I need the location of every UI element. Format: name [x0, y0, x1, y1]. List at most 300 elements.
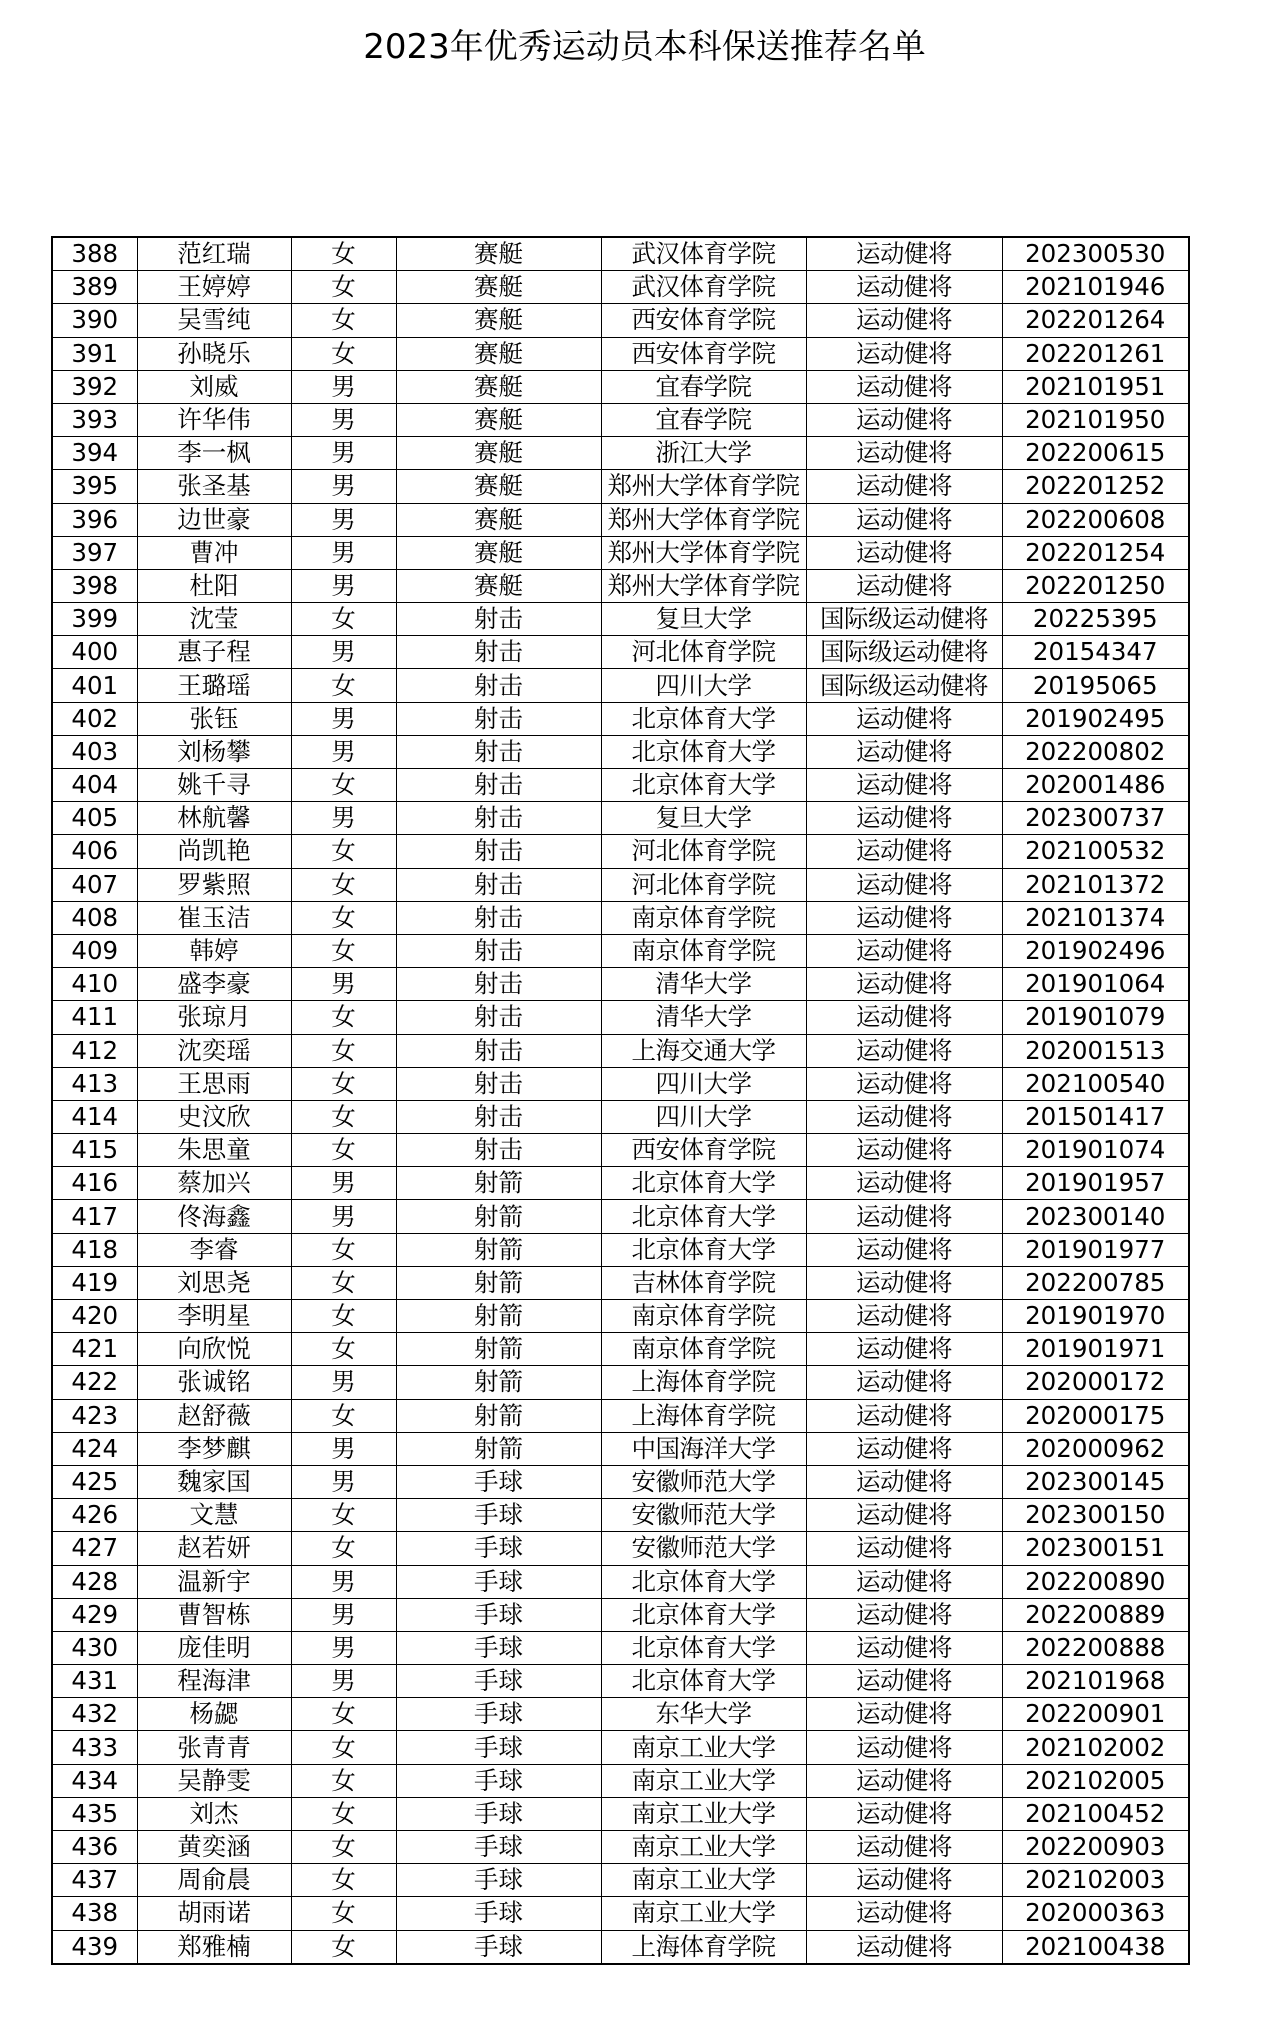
athlete-table	[51, 236, 1190, 1965]
table-row	[52, 603, 1189, 636]
gender-cell: 男	[291, 636, 396, 669]
athlete-grade-cell: 运动健将	[806, 337, 1002, 370]
certificate-number-cell: 202300140	[1002, 1200, 1189, 1233]
certificate-number-cell: 202200802	[1002, 735, 1189, 768]
row-number-cell: 411	[52, 1001, 137, 1034]
athlete-name-cell: 沈莹	[137, 603, 291, 636]
sport-cell: 赛艇	[396, 536, 601, 569]
gender-cell: 女	[291, 237, 396, 271]
athlete-name-cell: 温新宇	[137, 1565, 291, 1598]
school-cell: 复旦大学	[601, 802, 806, 835]
athlete-name-cell: 吴静雯	[137, 1764, 291, 1797]
row-number-cell: 438	[52, 1897, 137, 1930]
table-row	[52, 868, 1189, 901]
gender-cell: 男	[291, 1598, 396, 1631]
row-number-cell: 427	[52, 1532, 137, 1565]
athlete-name-cell: 吴雪纯	[137, 304, 291, 337]
certificate-number-cell: 202201252	[1002, 470, 1189, 503]
table-row	[52, 569, 1189, 602]
athlete-name-cell: 张钰	[137, 702, 291, 735]
school-cell: 南京体育学院	[601, 934, 806, 967]
athlete-grade-cell: 运动健将	[806, 437, 1002, 470]
school-cell: 安徽师范大学	[601, 1532, 806, 1565]
athlete-grade-cell: 运动健将	[806, 1864, 1002, 1897]
row-number-cell: 400	[52, 636, 137, 669]
athlete-name-cell: 魏家国	[137, 1465, 291, 1498]
row-number-cell: 415	[52, 1134, 137, 1167]
table-row	[52, 1300, 1189, 1333]
athlete-grade-cell: 运动健将	[806, 1499, 1002, 1532]
school-cell: 北京体育大学	[601, 1665, 806, 1698]
athlete-grade-cell: 运动健将	[806, 271, 1002, 304]
athlete-name-cell: 周俞晨	[137, 1864, 291, 1897]
sport-cell: 射击	[396, 835, 601, 868]
table-row	[52, 470, 1189, 503]
athlete-name-cell: 蔡加兴	[137, 1167, 291, 1200]
school-cell: 河北体育学院	[601, 636, 806, 669]
table-row	[52, 337, 1189, 370]
row-number-cell: 417	[52, 1200, 137, 1233]
gender-cell: 女	[291, 1897, 396, 1930]
school-cell: 中国海洋大学	[601, 1432, 806, 1465]
certificate-number-cell: 202201261	[1002, 337, 1189, 370]
athlete-grade-cell: 运动健将	[806, 802, 1002, 835]
table-row	[52, 1797, 1189, 1830]
gender-cell: 女	[291, 1399, 396, 1432]
athlete-grade-cell: 运动健将	[806, 1532, 1002, 1565]
certificate-number-cell: 202200888	[1002, 1631, 1189, 1664]
school-cell: 南京工业大学	[601, 1731, 806, 1764]
row-number-cell: 421	[52, 1333, 137, 1366]
athlete-name-cell: 史汶欣	[137, 1100, 291, 1133]
athlete-name-cell: 赵舒薇	[137, 1399, 291, 1432]
athlete-name-cell: 刘杨攀	[137, 735, 291, 768]
sport-cell: 射箭	[396, 1233, 601, 1266]
gender-cell: 女	[291, 1731, 396, 1764]
athlete-grade-cell: 运动健将	[806, 1930, 1002, 1964]
sport-cell: 射击	[396, 1001, 601, 1034]
row-number-cell: 419	[52, 1266, 137, 1299]
athlete-name-cell: 王璐瑶	[137, 669, 291, 702]
table-row	[52, 1465, 1189, 1498]
sport-cell: 手球	[396, 1665, 601, 1698]
athlete-grade-cell: 运动健将	[806, 735, 1002, 768]
athlete-grade-cell: 运动健将	[806, 934, 1002, 967]
certificate-number-cell: 202300145	[1002, 1465, 1189, 1498]
athlete-grade-cell: 国际级运动健将	[806, 636, 1002, 669]
certificate-number-cell: 202101372	[1002, 868, 1189, 901]
school-cell: 安徽师范大学	[601, 1465, 806, 1498]
sport-cell: 射击	[396, 669, 601, 702]
school-cell: 南京工业大学	[601, 1831, 806, 1864]
athlete-grade-cell: 运动健将	[806, 1831, 1002, 1864]
sport-cell: 射击	[396, 1034, 601, 1067]
gender-cell: 女	[291, 304, 396, 337]
gender-cell: 男	[291, 1366, 396, 1399]
table-row	[52, 1134, 1189, 1167]
table-row	[52, 403, 1189, 436]
certificate-number-cell: 202000175	[1002, 1399, 1189, 1432]
sport-cell: 手球	[396, 1532, 601, 1565]
athlete-grade-cell: 运动健将	[806, 1399, 1002, 1432]
certificate-number-cell: 201901957	[1002, 1167, 1189, 1200]
gender-cell: 男	[291, 536, 396, 569]
athlete-grade-cell: 运动健将	[806, 1665, 1002, 1698]
row-number-cell: 393	[52, 403, 137, 436]
gender-cell: 女	[291, 1134, 396, 1167]
page-title: 2023年优秀运动员本科保送推荐名单	[363, 27, 926, 67]
gender-cell: 女	[291, 901, 396, 934]
table-row	[52, 1233, 1189, 1266]
athlete-name-cell: 范红瑞	[137, 237, 291, 271]
gender-cell: 男	[291, 968, 396, 1001]
table-row	[52, 1432, 1189, 1465]
row-number-cell: 391	[52, 337, 137, 370]
school-cell: 南京工业大学	[601, 1764, 806, 1797]
gender-cell: 女	[291, 934, 396, 967]
gender-cell: 女	[291, 1797, 396, 1830]
school-cell: 南京工业大学	[601, 1897, 806, 1930]
school-cell: 北京体育大学	[601, 1598, 806, 1631]
certificate-number-cell: 201901971	[1002, 1333, 1189, 1366]
gender-cell: 男	[291, 735, 396, 768]
row-number-cell: 412	[52, 1034, 137, 1067]
certificate-number-cell: 202300737	[1002, 802, 1189, 835]
table-row	[52, 536, 1189, 569]
sport-cell: 射击	[396, 968, 601, 1001]
certificate-number-cell: 20225395	[1002, 603, 1189, 636]
sport-cell: 赛艇	[396, 304, 601, 337]
gender-cell: 女	[291, 835, 396, 868]
sport-cell: 手球	[396, 1764, 601, 1797]
row-number-cell: 435	[52, 1797, 137, 1830]
table-row	[52, 968, 1189, 1001]
certificate-number-cell: 202200889	[1002, 1598, 1189, 1631]
sport-cell: 手球	[396, 1598, 601, 1631]
athlete-grade-cell: 运动健将	[806, 702, 1002, 735]
athlete-grade-cell: 运动健将	[806, 569, 1002, 602]
row-number-cell: 388	[52, 237, 137, 271]
table-row	[52, 1532, 1189, 1565]
sport-cell: 射击	[396, 802, 601, 835]
table-row	[52, 1499, 1189, 1532]
table-row	[52, 1831, 1189, 1864]
gender-cell: 男	[291, 1432, 396, 1465]
school-cell: 西安体育学院	[601, 304, 806, 337]
certificate-number-cell: 202200615	[1002, 437, 1189, 470]
certificate-number-cell: 202000962	[1002, 1432, 1189, 1465]
sport-cell: 手球	[396, 1897, 601, 1930]
school-cell: 北京体育大学	[601, 769, 806, 802]
athlete-grade-cell: 运动健将	[806, 503, 1002, 536]
gender-cell: 男	[291, 503, 396, 536]
school-cell: 上海体育学院	[601, 1930, 806, 1964]
table-row	[52, 1764, 1189, 1797]
school-cell: 北京体育大学	[601, 702, 806, 735]
certificate-number-cell: 202100452	[1002, 1797, 1189, 1830]
table-row	[52, 1100, 1189, 1133]
table-row	[52, 1067, 1189, 1100]
gender-cell: 女	[291, 1067, 396, 1100]
athlete-grade-cell: 运动健将	[806, 370, 1002, 403]
athlete-name-cell: 文慧	[137, 1499, 291, 1532]
certificate-number-cell: 202101374	[1002, 901, 1189, 934]
athlete-name-cell: 尚凯艳	[137, 835, 291, 868]
athlete-name-cell: 许华伟	[137, 403, 291, 436]
athlete-name-cell: 张圣基	[137, 470, 291, 503]
table-row	[52, 934, 1189, 967]
row-number-cell: 409	[52, 934, 137, 967]
sport-cell: 赛艇	[396, 370, 601, 403]
athlete-name-cell: 刘威	[137, 370, 291, 403]
sport-cell: 射击	[396, 702, 601, 735]
sport-cell: 手球	[396, 1565, 601, 1598]
row-number-cell: 390	[52, 304, 137, 337]
table-row	[52, 1266, 1189, 1299]
table-body	[52, 237, 1189, 1964]
sport-cell: 赛艇	[396, 403, 601, 436]
sport-cell: 手球	[396, 1465, 601, 1498]
school-cell: 北京体育大学	[601, 735, 806, 768]
athlete-name-cell: 张琼月	[137, 1001, 291, 1034]
athlete-grade-cell: 运动健将	[806, 1167, 1002, 1200]
school-cell: 南京工业大学	[601, 1864, 806, 1897]
athlete-name-cell: 曹冲	[137, 536, 291, 569]
row-number-cell: 429	[52, 1598, 137, 1631]
certificate-number-cell: 201901079	[1002, 1001, 1189, 1034]
athlete-name-cell: 程海津	[137, 1665, 291, 1698]
athlete-grade-cell: 运动健将	[806, 1100, 1002, 1133]
school-cell: 清华大学	[601, 1001, 806, 1034]
athlete-name-cell: 姚千寻	[137, 769, 291, 802]
sport-cell: 射击	[396, 934, 601, 967]
sport-cell: 赛艇	[396, 337, 601, 370]
row-number-cell: 423	[52, 1399, 137, 1432]
school-cell: 四川大学	[601, 1100, 806, 1133]
school-cell: 上海体育学院	[601, 1366, 806, 1399]
sport-cell: 射箭	[396, 1399, 601, 1432]
athlete-name-cell: 郑雅楠	[137, 1930, 291, 1964]
certificate-number-cell: 202101946	[1002, 271, 1189, 304]
school-cell: 宜春学院	[601, 370, 806, 403]
school-cell: 郑州大学体育学院	[601, 503, 806, 536]
athlete-name-cell: 盛李豪	[137, 968, 291, 1001]
school-cell: 清华大学	[601, 968, 806, 1001]
certificate-number-cell: 202300530	[1002, 237, 1189, 271]
table-row	[52, 1731, 1189, 1764]
certificate-number-cell: 202101951	[1002, 370, 1189, 403]
athlete-name-cell: 张青青	[137, 1731, 291, 1764]
athlete-grade-cell: 运动健将	[806, 1565, 1002, 1598]
athlete-name-cell: 罗紫照	[137, 868, 291, 901]
sport-cell: 赛艇	[396, 437, 601, 470]
sport-cell: 射击	[396, 1067, 601, 1100]
gender-cell: 男	[291, 437, 396, 470]
gender-cell: 女	[291, 1100, 396, 1133]
row-number-cell: 397	[52, 536, 137, 569]
gender-cell: 女	[291, 271, 396, 304]
sport-cell: 手球	[396, 1930, 601, 1964]
sport-cell: 手球	[396, 1698, 601, 1731]
row-number-cell: 398	[52, 569, 137, 602]
athlete-name-cell: 朱思童	[137, 1134, 291, 1167]
gender-cell: 男	[291, 569, 396, 602]
row-number-cell: 392	[52, 370, 137, 403]
athlete-grade-cell: 国际级运动健将	[806, 603, 1002, 636]
gender-cell: 男	[291, 1665, 396, 1698]
athlete-grade-cell: 运动健将	[806, 1333, 1002, 1366]
certificate-number-cell: 201501417	[1002, 1100, 1189, 1133]
table-row	[52, 1366, 1189, 1399]
table-row	[52, 370, 1189, 403]
athlete-grade-cell: 运动健将	[806, 403, 1002, 436]
table-row	[52, 735, 1189, 768]
school-cell: 河北体育学院	[601, 868, 806, 901]
certificate-number-cell: 202300150	[1002, 1499, 1189, 1532]
school-cell: 南京工业大学	[601, 1797, 806, 1830]
athlete-name-cell: 庞佳明	[137, 1631, 291, 1664]
athlete-grade-cell: 运动健将	[806, 1200, 1002, 1233]
athlete-grade-cell: 运动健将	[806, 1366, 1002, 1399]
row-number-cell: 389	[52, 271, 137, 304]
certificate-number-cell: 202100540	[1002, 1067, 1189, 1100]
table-row	[52, 1698, 1189, 1731]
athlete-name-cell: 边世豪	[137, 503, 291, 536]
row-number-cell: 437	[52, 1864, 137, 1897]
certificate-number-cell: 202200903	[1002, 1831, 1189, 1864]
table-row	[52, 802, 1189, 835]
certificate-number-cell: 202200890	[1002, 1565, 1189, 1598]
school-cell: 郑州大学体育学院	[601, 569, 806, 602]
certificate-number-cell: 202201254	[1002, 536, 1189, 569]
row-number-cell: 439	[52, 1930, 137, 1964]
row-number-cell: 436	[52, 1831, 137, 1864]
sport-cell: 赛艇	[396, 569, 601, 602]
certificate-number-cell: 201901977	[1002, 1233, 1189, 1266]
athlete-grade-cell: 国际级运动健将	[806, 669, 1002, 702]
certificate-number-cell: 202201264	[1002, 304, 1189, 337]
gender-cell: 男	[291, 1167, 396, 1200]
school-cell: 北京体育大学	[601, 1167, 806, 1200]
gender-cell: 女	[291, 1532, 396, 1565]
athlete-name-cell: 孙晓乐	[137, 337, 291, 370]
school-cell: 武汉体育学院	[601, 271, 806, 304]
sport-cell: 射击	[396, 1100, 601, 1133]
sport-cell: 手球	[396, 1831, 601, 1864]
athlete-grade-cell: 运动健将	[806, 1067, 1002, 1100]
athlete-name-cell: 王思雨	[137, 1067, 291, 1100]
school-cell: 安徽师范大学	[601, 1499, 806, 1532]
certificate-number-cell: 202000172	[1002, 1366, 1189, 1399]
athlete-name-cell: 黄奕涵	[137, 1831, 291, 1864]
school-cell: 东华大学	[601, 1698, 806, 1731]
table-row	[52, 1897, 1189, 1930]
row-number-cell: 403	[52, 735, 137, 768]
row-number-cell: 434	[52, 1764, 137, 1797]
table-row	[52, 835, 1189, 868]
gender-cell: 女	[291, 1831, 396, 1864]
gender-cell: 女	[291, 1300, 396, 1333]
table-row	[52, 1665, 1189, 1698]
table-row	[52, 1200, 1189, 1233]
certificate-number-cell: 202102002	[1002, 1731, 1189, 1764]
athlete-grade-cell: 运动健将	[806, 901, 1002, 934]
row-number-cell: 402	[52, 702, 137, 735]
athlete-name-cell: 沈奕瑶	[137, 1034, 291, 1067]
athlete-name-cell: 杨勰	[137, 1698, 291, 1731]
gender-cell: 男	[291, 702, 396, 735]
athlete-grade-cell: 运动健将	[806, 1797, 1002, 1830]
row-number-cell: 426	[52, 1499, 137, 1532]
gender-cell: 女	[291, 1499, 396, 1532]
athlete-grade-cell: 运动健将	[806, 1465, 1002, 1498]
gender-cell: 女	[291, 1266, 396, 1299]
sport-cell: 手球	[396, 1864, 601, 1897]
table-row	[52, 1631, 1189, 1664]
athlete-name-cell: 李一枫	[137, 437, 291, 470]
school-cell: 北京体育大学	[601, 1631, 806, 1664]
table-row	[52, 1333, 1189, 1366]
athlete-grade-cell: 运动健将	[806, 968, 1002, 1001]
certificate-number-cell: 201901074	[1002, 1134, 1189, 1167]
gender-cell: 女	[291, 1930, 396, 1964]
athlete-name-cell: 王婷婷	[137, 271, 291, 304]
gender-cell: 男	[291, 802, 396, 835]
certificate-number-cell: 202101950	[1002, 403, 1189, 436]
table-row	[52, 1167, 1189, 1200]
athlete-grade-cell: 运动健将	[806, 237, 1002, 271]
school-cell: 上海体育学院	[601, 1399, 806, 1432]
school-cell: 西安体育学院	[601, 1134, 806, 1167]
table-row	[52, 1001, 1189, 1034]
table-row	[52, 503, 1189, 536]
sport-cell: 射击	[396, 1134, 601, 1167]
certificate-number-cell: 202300151	[1002, 1532, 1189, 1565]
athlete-grade-cell: 运动健将	[806, 769, 1002, 802]
athlete-name-cell: 张诚铭	[137, 1366, 291, 1399]
school-cell: 上海交通大学	[601, 1034, 806, 1067]
row-number-cell: 395	[52, 470, 137, 503]
row-number-cell: 432	[52, 1698, 137, 1731]
table-row	[52, 636, 1189, 669]
athlete-grade-cell: 运动健将	[806, 1001, 1002, 1034]
athlete-grade-cell: 运动健将	[806, 1266, 1002, 1299]
sport-cell: 射击	[396, 636, 601, 669]
school-cell: 南京体育学院	[601, 1300, 806, 1333]
row-number-cell: 428	[52, 1565, 137, 1598]
gender-cell: 男	[291, 1631, 396, 1664]
sport-cell: 射击	[396, 901, 601, 934]
athlete-name-cell: 韩婷	[137, 934, 291, 967]
table-row	[52, 669, 1189, 702]
athlete-grade-cell: 运动健将	[806, 1134, 1002, 1167]
certificate-number-cell: 202200901	[1002, 1698, 1189, 1731]
sport-cell: 射箭	[396, 1167, 601, 1200]
athlete-name-cell: 刘思尧	[137, 1266, 291, 1299]
gender-cell: 男	[291, 1200, 396, 1233]
athlete-name-cell: 刘杰	[137, 1797, 291, 1830]
gender-cell: 女	[291, 769, 396, 802]
athlete-name-cell: 胡雨诺	[137, 1897, 291, 1930]
athlete-name-cell: 佟海鑫	[137, 1200, 291, 1233]
athlete-grade-cell: 运动健将	[806, 1731, 1002, 1764]
athlete-name-cell: 李梦麒	[137, 1432, 291, 1465]
athlete-grade-cell: 运动健将	[806, 1432, 1002, 1465]
sport-cell: 射箭	[396, 1266, 601, 1299]
gender-cell: 女	[291, 1764, 396, 1797]
athlete-grade-cell: 运动健将	[806, 835, 1002, 868]
row-number-cell: 410	[52, 968, 137, 1001]
